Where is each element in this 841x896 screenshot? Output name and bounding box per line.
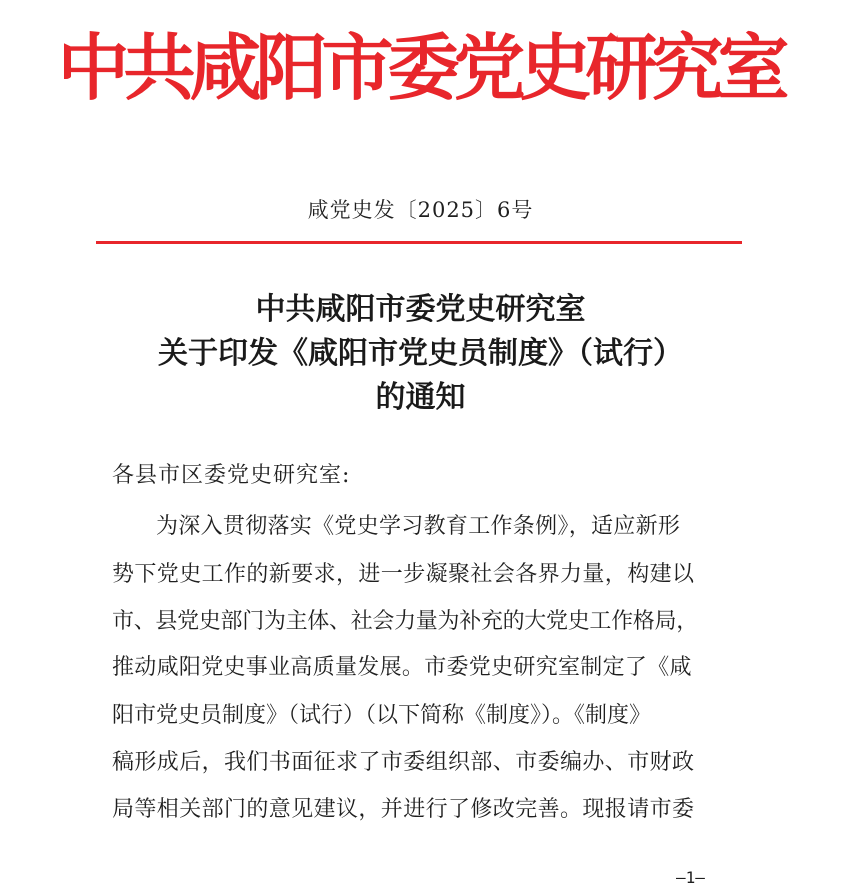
- salutation: 各县市区委党史研究室:: [112, 463, 351, 488]
- body-line: 阳市党史员制度》（试行）（以下简称《制度》）。《制度》: [112, 703, 652, 728]
- title-line: 关于印发《咸阳市党史员制度》（试行）: [158, 336, 683, 371]
- body-line: 局等相关部门的意见建议，并进行了修改完善。现报请市委: [112, 797, 695, 822]
- masthead-title: 中共咸阳市委党史研究室: [57, 25, 784, 110]
- document-number: 咸党史发〔2025〕6号: [307, 198, 534, 222]
- page-number: —1—: [676, 868, 705, 887]
- document-title: [0, 288, 841, 420]
- body-line: 稿形成后，我们书面征求了市委组织部、市委编办、市财政: [112, 750, 695, 775]
- title-line: 的通知: [375, 380, 466, 415]
- body-line: 为深入贯彻落实《党史学习教育工作条例》，适应新形: [156, 514, 681, 539]
- body-line: 推动咸阳党史事业高质量发展。市委党史研究室制定了《咸: [112, 655, 692, 680]
- body-line: 市、县党史部门为主体、社会力量为补充的大党史工作格局，: [112, 609, 698, 634]
- red-divider: [96, 241, 742, 244]
- title-line: 中共咸阳市委党史研究室: [255, 292, 586, 327]
- body-line: 势下党史工作的新要求，进一步凝聚社会各界力量，构建以: [112, 562, 695, 587]
